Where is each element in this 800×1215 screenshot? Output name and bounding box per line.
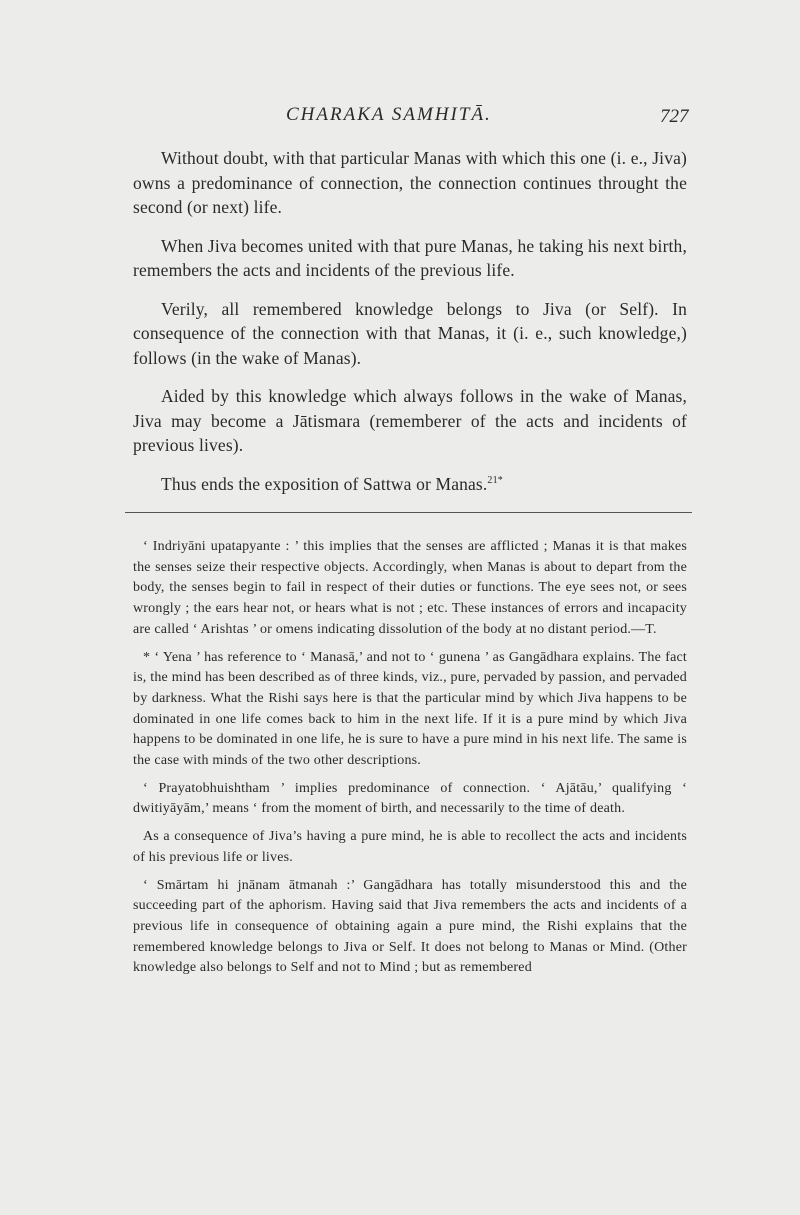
footnote-3: ‘ Prayatobhuishtham ’ implies predominance of connection. ‘ Ajātāu,’ qualifying ‘ dwitiyāyām,’ means ‘ from the moment of birth, and necessarily to the time of death. [133, 780, 687, 817]
body-paragraph-4: Aided by this knowledge which always follows in the wake of Manas, Jiva may become a Jātismara (rememberer of the acts and incidents of previous lives). [133, 386, 687, 455]
running-title: CHARAKA SAMHITĀ. [286, 104, 492, 125]
footnotes [133, 537, 687, 986]
footnote-2: * ‘ Yena ’ has reference to ‘ Manasā,’ and not to ‘ gunena ’ as Gangādhara explains. The fact is, the mind has been described as of three kinds, viz., pure, pervaded by passion, and pervaded by darkness. What the Rishi says here is that the particular mind by which Jiva happens to be dominated in one life comes back to him in the next life. If it is a pure mind by which Jiva happens to be dominated in one life, he is sure to have a pure mind in his next life. The same is the case with minds of the two other descriptions. [133, 649, 687, 769]
footnote-5: ‘ Smārtam hi jnānam ātmanah :’ Gangādhara has totally misunderstood this and the succeeding part of the aphorism. Having said that Jiva remembers the acts and incidents of a previous life in consequence of obtaining again a pure mind, the Rishi explains that the remembered knowledge belongs to Jiva or Self. It does not belong to Manas or Mind. (Other knowledge also belongs to Self and not to Mind ; but as remembered [133, 877, 687, 976]
running-head [0, 104, 800, 134]
closing-sentence: Thus ends the exposition of Sattwa or Manas. [161, 473, 488, 494]
footnote-divider [125, 512, 692, 513]
body-paragraph-3: Verily, all remembered knowledge belongs to Jiva (or Self). In consequence of the connection with that Manas, it (i. e., such knowledge,) follows (in the wake of Manas). [133, 298, 687, 368]
footnote-marker: 21* [487, 474, 503, 486]
body-paragraph-1: Without doubt, with that particular Manas with which this one (i. e., Jiva) owns a predominance of connection, the connection continues throught the second (or next) life. [133, 148, 687, 217]
main-text [133, 146, 687, 510]
body-paragraph-2: When Jiva becomes united with that pure Manas, he taking his next birth, remembers the acts and incidents of the previous life. [133, 235, 687, 280]
footnote-1: ‘ Indriyāni upatapyante : ’ this implies that the senses are afflicted ; Manas it is that makes the senses seize their respective objects. Accordingly, when Manas is about to depart from the body, the senses begin to fail in respect of their duties or functions. The eye sees not, or sees wrongly ; the ears hear not, or hears what is not ; etc. These instances of errors and incapacity are called ‘ Arishtas ’ or omens indicating dissolution of the body at no distant period.—T. [133, 539, 687, 637]
body-paragraph-5 [133, 472, 687, 497]
page-number: 727 [660, 106, 689, 127]
footnote-4: As a consequence of Jiva’s having a pure mind, he is able to recollect the acts and incidents of his previous life or lives. [133, 829, 687, 865]
